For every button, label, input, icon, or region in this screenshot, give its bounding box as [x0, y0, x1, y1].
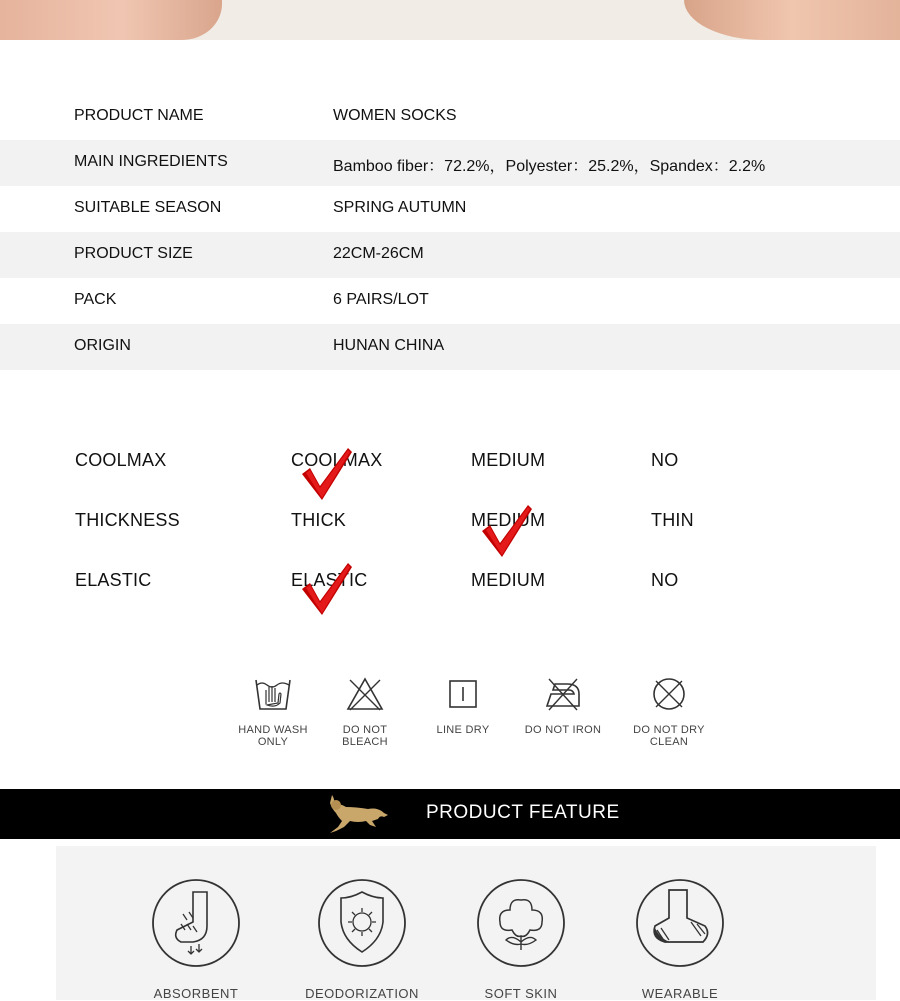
spec-value-suitable-season: SPRING AUTUMN — [333, 199, 467, 216]
check-mark-icon — [298, 561, 358, 617]
check-mark-icon — [298, 446, 358, 502]
rating-row-coolmax — [0, 430, 900, 490]
rating-option: ELASTIC — [291, 570, 368, 590]
no-dry-clean-icon — [649, 676, 689, 712]
spec-value-main-ingredients: Bamboo fiber：72.2%，Polyester：25.2%，Spandex：2.2% — [333, 158, 766, 175]
feature-soft-skin — [451, 878, 591, 1001]
care-label: LINE DRY — [436, 724, 490, 736]
cotton-icon — [476, 878, 566, 968]
spec-label-suitable-season: SUITABLE SEASON — [74, 199, 222, 216]
rating-option: COOLMAX — [291, 450, 383, 470]
rating-attribute: ELASTIC — [75, 570, 152, 590]
rating-option: MEDIUM — [471, 570, 546, 590]
feature-label: WEARABLE — [641, 986, 719, 1001]
feature-wearable — [610, 878, 750, 1001]
care-instructions — [0, 676, 900, 766]
wearable-sock-icon — [635, 878, 725, 968]
check-mark-icon — [478, 503, 538, 559]
rating-option: MEDIUM — [471, 450, 546, 470]
rating-option: THICK — [291, 510, 346, 530]
rating-grid — [0, 430, 900, 610]
care-no-iron — [513, 676, 613, 736]
absorbent-icon — [151, 878, 241, 968]
care-label: HAND WASH ONLY — [238, 724, 308, 748]
rating-attribute: COOLMAX — [75, 450, 167, 470]
spec-row — [0, 94, 900, 140]
feature-label: DEODORIZATION — [305, 986, 419, 1001]
feature-banner-title: PRODUCT FEATURE — [426, 802, 620, 823]
feature-absorbent — [126, 878, 266, 1001]
spec-label-main-ingredients: MAIN INGREDIENTS — [74, 153, 228, 170]
model-photo-left — [0, 0, 222, 40]
product-feature-panel — [56, 846, 876, 1000]
care-no-dry-clean — [619, 676, 719, 748]
rating-row-thickness — [0, 490, 900, 550]
no-bleach-icon — [345, 676, 385, 712]
product-feature-banner — [0, 789, 900, 839]
rating-row-elastic — [0, 550, 900, 610]
rating-option: NO — [651, 570, 679, 590]
care-no-bleach — [315, 676, 415, 748]
care-label: DO NOT BLEACH — [342, 724, 388, 748]
spec-row — [0, 186, 900, 232]
top-photo-strip — [0, 0, 900, 40]
rating-attribute: THICKNESS — [75, 510, 180, 530]
feature-deodorization — [292, 878, 432, 1001]
spec-value-product-size: 22CM-26CM — [333, 245, 424, 262]
spec-table — [0, 94, 900, 370]
hand-wash-icon — [253, 676, 293, 712]
spec-row — [0, 232, 900, 278]
spec-value-pack: 6 PAIRS/LOT — [333, 291, 429, 308]
spec-label-product-size: PRODUCT SIZE — [74, 245, 193, 262]
rating-option: THIN — [651, 510, 694, 530]
rating-option: NO — [651, 450, 679, 470]
spec-label-origin: ORIGIN — [74, 337, 131, 354]
spec-row — [0, 324, 900, 370]
line-dry-icon — [443, 676, 483, 712]
feature-label: SOFT SKIN — [484, 986, 558, 1001]
no-iron-icon — [543, 676, 583, 712]
care-line-dry — [413, 676, 513, 736]
model-photo-right — [684, 0, 900, 40]
care-hand-wash — [223, 676, 323, 748]
spec-label-pack: PACK — [74, 291, 117, 308]
spec-row — [0, 278, 900, 324]
rating-option: MEDIUM — [471, 510, 546, 530]
deodorization-icon — [317, 878, 407, 968]
lion-logo-icon — [326, 793, 390, 835]
spec-row — [0, 140, 900, 186]
care-label: DO NOT IRON — [524, 724, 602, 736]
spec-value-product-name: WOMEN SOCKS — [333, 107, 457, 124]
spec-value-origin: HUNAN CHINA — [333, 337, 445, 354]
spec-label-product-name: PRODUCT NAME — [74, 107, 204, 124]
care-label: DO NOT DRY CLEAN — [633, 724, 705, 748]
feature-label: ABSORBENT — [153, 986, 239, 1001]
